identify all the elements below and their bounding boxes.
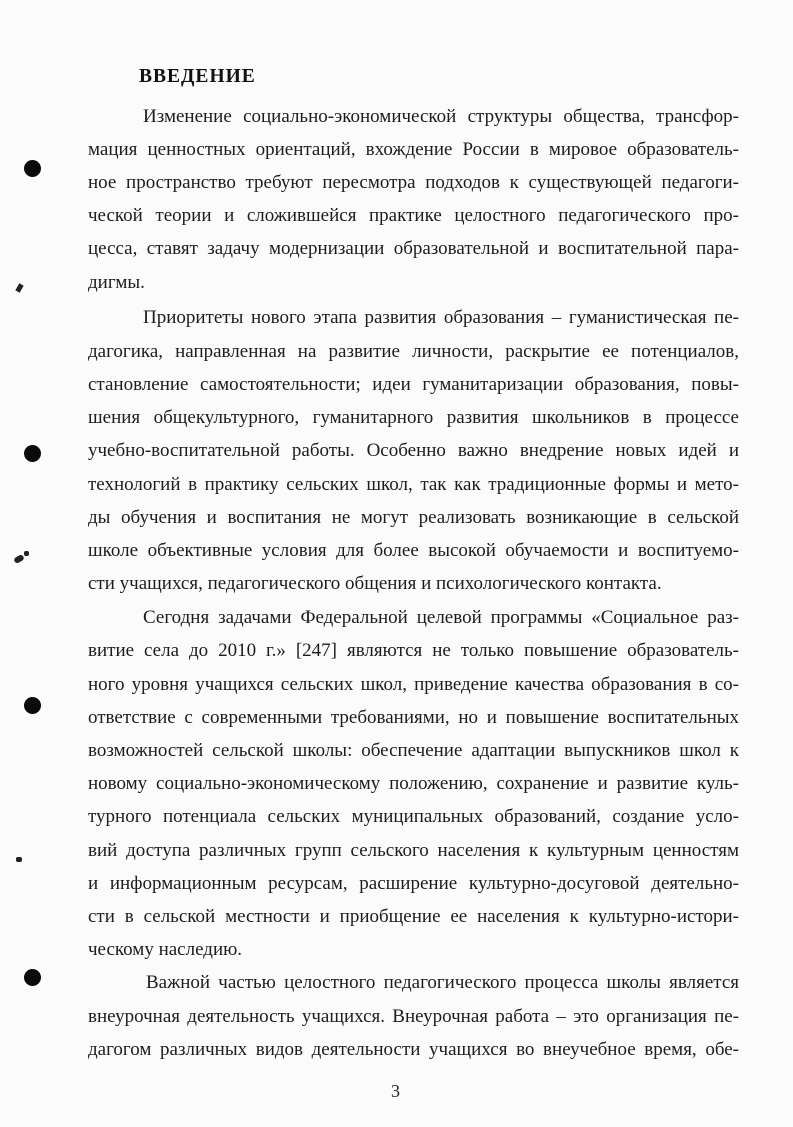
text-line: ное пространство требуют пересмотра подходов к существующей педагоги- [88, 172, 739, 193]
scan-speck [24, 551, 29, 556]
text-line: дагогика, направленная на развитие личности, раскрытие ее потенциалов, [88, 341, 739, 362]
text-line: Изменение социально-экономической структуры общества, трансфор- [143, 106, 739, 127]
binder-hole [24, 969, 41, 986]
text-line: ческому наследию. [88, 939, 243, 960]
text-line: шения общекультурного, гуманитарного развития школьников в процессе [88, 407, 739, 428]
section-heading: ВВЕДЕНИЕ [139, 66, 256, 87]
text-line: сти в сельской местности и приобщение ее населения к культурно-истори- [88, 906, 739, 927]
scan-speck [15, 283, 23, 292]
text-line: ответствие с современными требованиями, но и повышение воспитательных [88, 707, 739, 728]
scan-speck [13, 554, 25, 564]
text-line: вий доступа различных групп сельского населения к культурным ценностям [88, 840, 739, 861]
text-line: возможностей сельской школы: обеспечение адаптации выпускников школ к [88, 740, 739, 761]
text-line: внеурочная деятельность учащихся. Внеурочная работа – это организация пе- [88, 1006, 739, 1027]
scan-speck [16, 857, 22, 862]
text-line: дигмы. [88, 272, 145, 293]
binder-hole [24, 697, 41, 714]
binder-hole [24, 160, 41, 177]
text-line: и информационным ресурсам, расширение культурно-досуговой деятельно- [88, 873, 739, 894]
text-line: технологий в практику сельских школ, так как традиционные формы и мето- [88, 474, 739, 495]
text-line: цесса, ставят задачу модернизации образовательной и воспитательной пара- [88, 238, 739, 259]
text-line: Приоритеты нового этапа развития образования – гуманистическая пе- [143, 307, 739, 328]
text-line: становление самостоятельности; идеи гуманитаризации образования, повы- [88, 374, 739, 395]
text-line: Важной частью целостного педагогического процесса школы является [146, 972, 739, 993]
text-line: Сегодня задачами Федеральной целевой программы «Социальное раз- [143, 607, 739, 628]
text-line: сти учащихся, педагогического общения и психологического контакта. [88, 573, 662, 594]
text-line: ного уровня учащихся сельских школ, приведение качества образования в со- [88, 674, 739, 695]
text-line: турного потенциала сельских муниципальных образований, создание усло- [88, 806, 739, 827]
text-line: мация ценностных ориентаций, вхождение России в мировое образователь- [88, 139, 739, 160]
text-line: ды обучения и воспитания не могут реализовать возникающие в сельской [88, 507, 739, 528]
text-line: дагогом различных видов деятельности учащихся во внеучебное время, обе- [88, 1039, 739, 1060]
binder-hole [24, 445, 41, 462]
text-line: учебно-воспитательной работы. Особенно важно внедрение новых идей и [88, 440, 739, 461]
text-line: витие села до 2010 г.» [247] являются не только повышение образователь- [88, 640, 739, 661]
text-line: школе объективные условия для более высокой обучаемости и воспитуемо- [88, 540, 739, 561]
text-line: новому социально-экономическому положению, сохранение и развитие куль- [88, 773, 739, 794]
text-line: ческой теории и сложившейся практике целостного педагогического про- [88, 205, 739, 226]
page-number: 3 [391, 1081, 400, 1101]
